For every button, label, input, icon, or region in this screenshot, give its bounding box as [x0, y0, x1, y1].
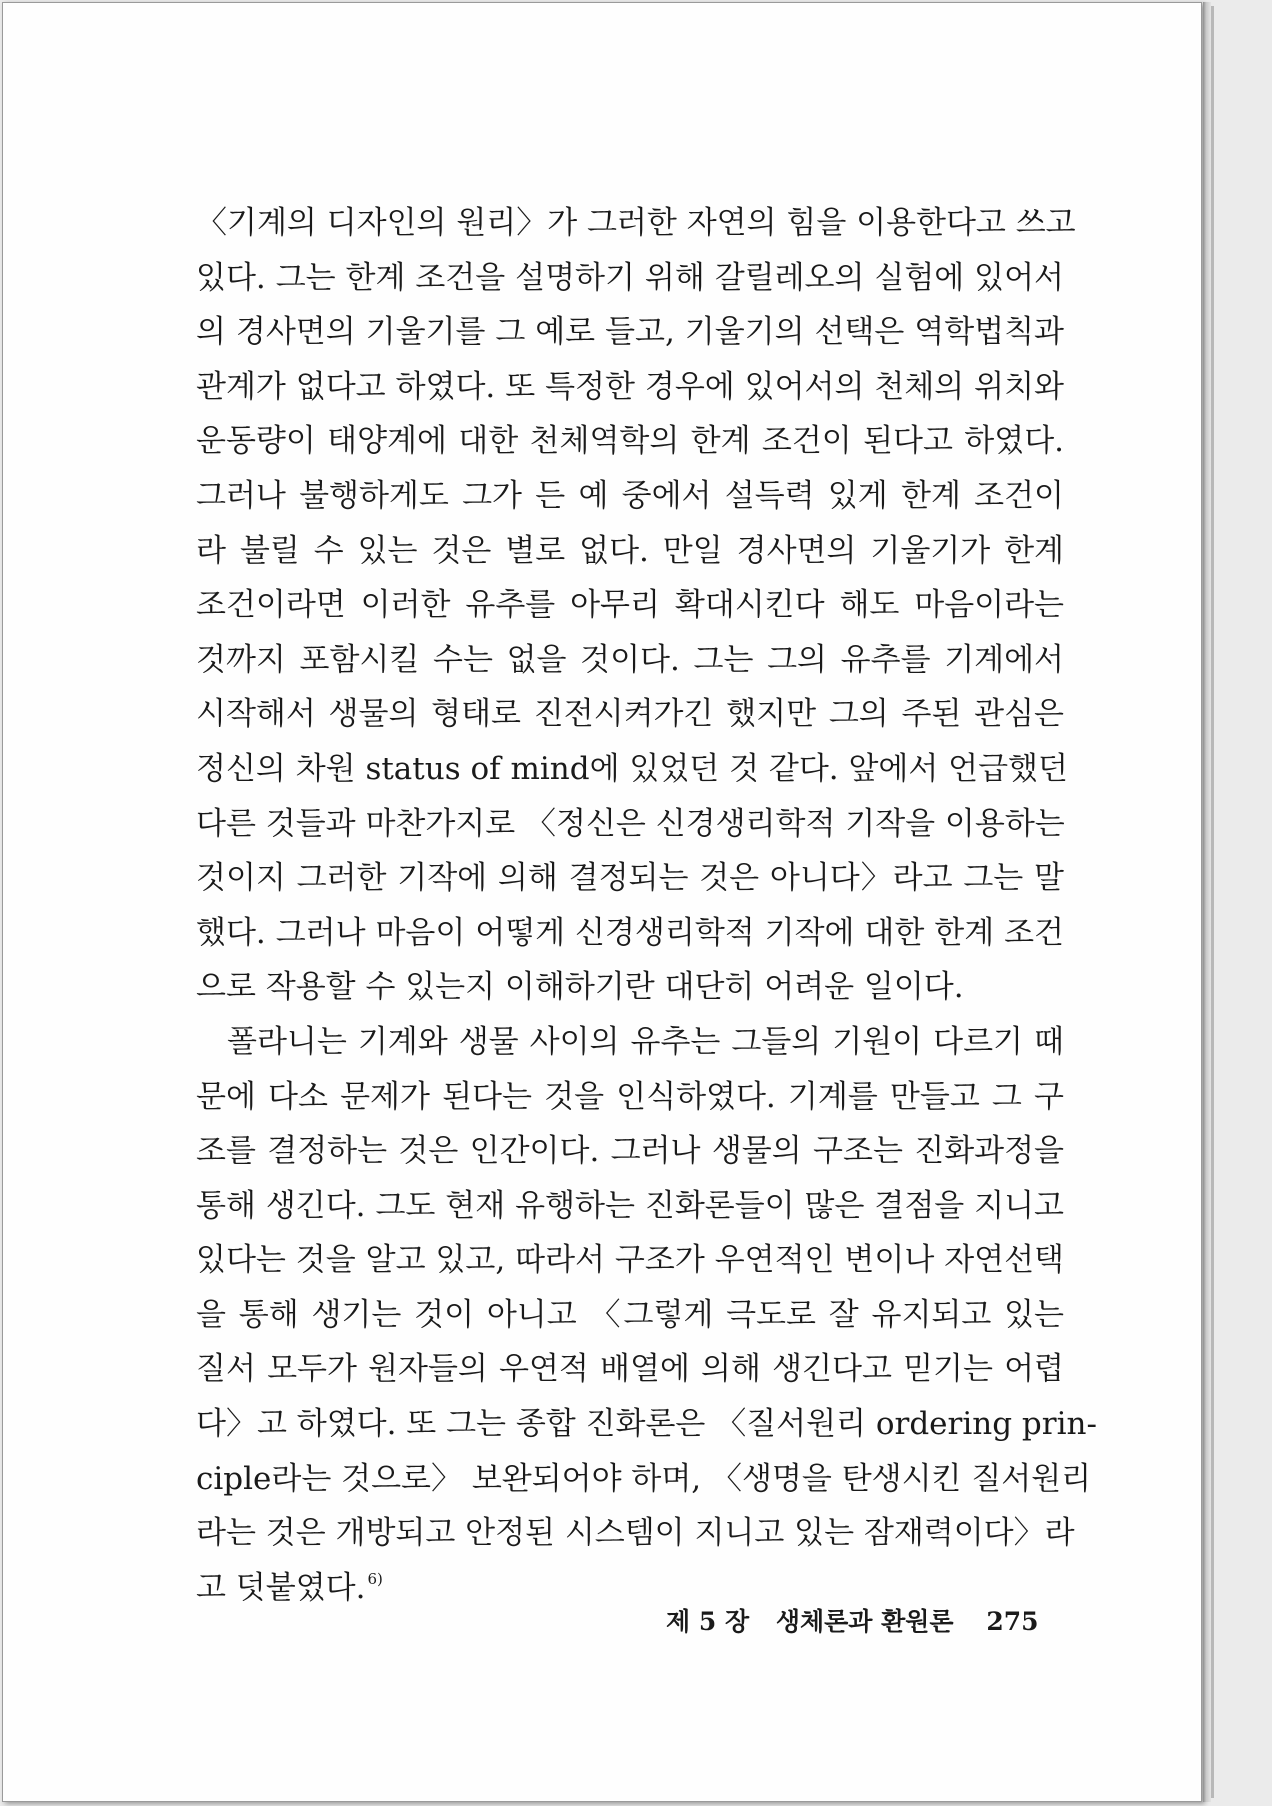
page-number: 275 [986, 1607, 1039, 1636]
paragraph-start-line: 폴라니는 기계와 생물 사이의 유추는 그들의 기원이 다르기 때 [227, 1023, 1064, 1060]
text-line: 문에 다소 문제가 된다는 것을 인식하였다. 기계를 만들고 그 구 [196, 1078, 1064, 1115]
text-line: 〈기계의 디자인의 원리〉가 그러한 자연의 힘을 이용한다고 쓰고 [196, 205, 1076, 241]
text-line: 것이지 그러한 기작에 의해 결정되는 것은 아니다〉라고 그는 말 [196, 860, 1064, 897]
text-line: 그러나 불행하게도 그가 든 예 중에서 설득력 있게 한계 조건이 [196, 477, 1064, 514]
page-edge-shadow [1203, 2, 1211, 1802]
text-line: 했다. 그러나 마음이 어떻게 신경생리학적 기작에 대한 한계 조건 [196, 914, 1064, 951]
text-line: 있다는 것을 알고 있고, 따라서 구조가 우연적인 변이나 자연선택 [196, 1242, 1064, 1279]
page-stack-edge [1211, 6, 1214, 1798]
text-line: 있다. 그는 한계 조건을 설명하기 위해 갈릴레오의 실험에 있어서 [196, 259, 1064, 296]
text-line: 라는 것은 개방되고 안정된 시스템이 지니고 있는 잠재력이다〉라 [196, 1515, 1075, 1552]
text-line: 시작해서 생물의 형태로 진전시켜가긴 했지만 그의 주된 관심은 [196, 696, 1064, 733]
text-line: 정신의 차원 status of mind에 있었던 것 같다. 앞에서 언급했던 [196, 750, 1068, 787]
text-line: 라 불릴 수 있는 것은 별로 없다. 만일 경사면의 기울기가 한계 [196, 532, 1064, 569]
paragraph-end-line: 으로 작용할 수 있는지 이해하기란 대단히 어려운 일이다. [196, 969, 964, 1006]
text-line: 운동량이 태양계에 대한 천체역학의 한계 조건이 된다고 하였다. [196, 423, 1064, 460]
chapter-label: 제 5 장 [666, 1607, 750, 1636]
text-line: 의 경사면의 기울기를 그 예로 들고, 기울기의 선택은 역학법칙과 [196, 314, 1064, 351]
body-text [196, 196, 1097, 1615]
running-footer [666, 1602, 1046, 1642]
text-line: 조건이라면 이러한 유추를 아무리 확대시킨다 해도 마음이라는 [196, 587, 1064, 624]
text-line: 다른 것들과 마찬가지로 〈정신은 신경생리학적 기작을 이용하는 [196, 805, 1065, 842]
chapter-title: 생체론과 환원론 [775, 1607, 954, 1636]
footnote-marker[interactable]: 6) [367, 1569, 383, 1588]
text-line-content: 고 덧붙였다. [196, 1569, 366, 1606]
text-line: 다〉고 하였다. 또 그는 종합 진화론은 〈질서원리 ordering prin- [196, 1406, 1097, 1443]
text-line: 것까지 포함시킬 수는 없을 것이다. 그는 그의 유추를 기계에서 [196, 641, 1064, 678]
text-line: 을 통해 생기는 것이 아니고 〈그렇게 극도로 잘 유지되고 있는 [196, 1296, 1064, 1333]
text-line: ciple라는 것으로〉 보완되어야 하며, 〈생명을 탄생시킨 질서원리 [196, 1460, 1092, 1497]
text-line: 통해 생긴다. 그도 현재 유행하는 진화론들이 많은 결점을 지니고 [196, 1187, 1064, 1224]
text-line: 조를 결정하는 것은 인간이다. 그러나 생물의 구조는 진화과정을 [196, 1133, 1064, 1170]
text-line: 질서 모두가 원자들의 우연적 배열에 의해 생긴다고 믿기는 어렵 [196, 1351, 1064, 1388]
text-line: 관계가 없다고 하였다. 또 특정한 경우에 있어서의 천체의 위치와 [196, 368, 1064, 405]
